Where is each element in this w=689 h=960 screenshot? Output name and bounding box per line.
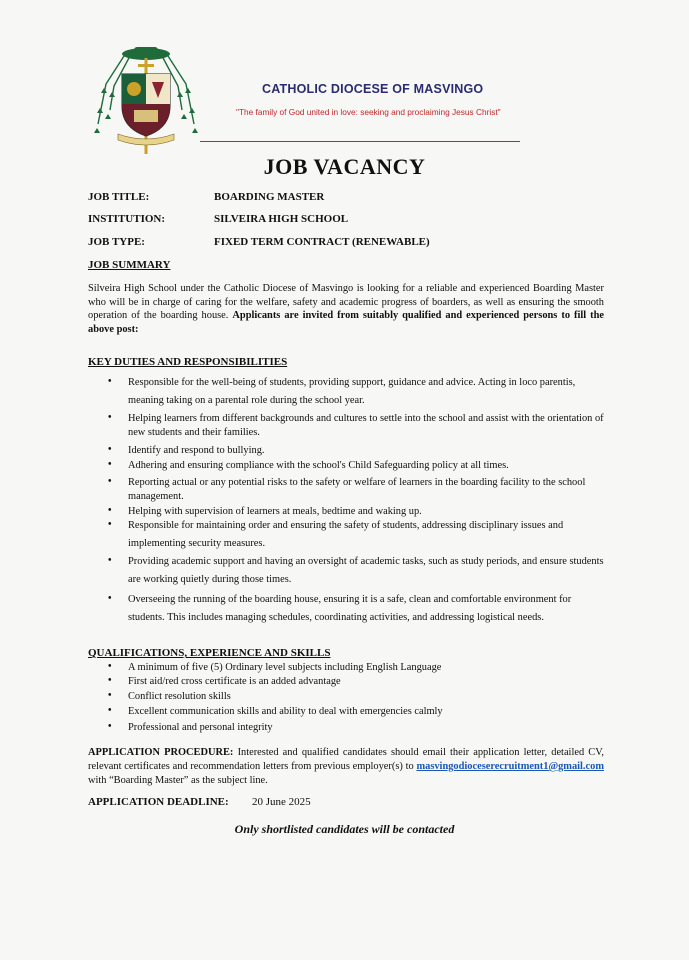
qualification-item: Professional and personal integrity xyxy=(128,722,273,733)
header-divider xyxy=(200,141,520,142)
page-title: JOB VACANCY xyxy=(263,154,426,179)
job-title-value: BOARDING MASTER xyxy=(214,191,325,203)
bullet-icon: • xyxy=(108,593,112,604)
qualification-item: A minimum of five (5) Ordinary level subjects including English Language xyxy=(128,662,442,673)
qualification-item: Conflict resolution skills xyxy=(128,691,231,702)
diocese-crest-icon xyxy=(94,44,198,156)
application-email-link[interactable]: masvingodioceserecruitment1@gmail.com xyxy=(416,760,604,772)
bullet-icon: • xyxy=(108,705,112,716)
job-type-label: JOB TYPE: xyxy=(88,236,145,248)
application-procedure xyxy=(88,746,604,787)
procedure-label: APPLICATION PROCEDURE: xyxy=(88,747,234,758)
bullet-icon: • xyxy=(108,675,112,686)
qualifications-heading: QUALIFICATIONS, EXPERIENCE AND SKILLS xyxy=(88,647,331,659)
bullet-icon: • xyxy=(108,376,112,387)
org-name: CATHOLIC DIOCESE OF MASVINGO xyxy=(262,82,484,96)
institution-label: INSTITUTION: xyxy=(88,213,166,225)
org-motto: "The family of God united in love: seeking and proclaiming Jesus Christ" xyxy=(236,107,501,117)
job-title-label: JOB TITLE: xyxy=(88,191,150,203)
duty-item: Providing academic support and having an oversight of academic tasks, such as study periods, and ensure students are working quietly during those times. xyxy=(128,556,604,585)
qualification-item: First aid/red cross certificate is an added advantage xyxy=(128,676,341,687)
duty-item: Helping learners from different backgrounds and cultures to settle into the school and assist with the orientation of new students and their families. xyxy=(128,413,604,438)
duty-item: Identify and respond to bullying. xyxy=(128,445,265,456)
bullet-icon: • xyxy=(108,555,112,566)
bullet-icon: • xyxy=(108,476,112,487)
bullet-icon: • xyxy=(108,690,112,701)
summary-body: Silveira High School under the Catholic Diocese of Masvingo is looking for a reliable and experienced Boarding Master who will be in charge of caring for the welfare, safety and academic progress of boarders, as well as ensuring the smooth operation of the boarding house. xyxy=(88,283,604,322)
bullet-icon: • xyxy=(108,661,112,672)
deadline-value: 20 June 2025 xyxy=(252,796,311,808)
duties-heading: KEY DUTIES AND RESPONSIBILITIES xyxy=(88,356,288,368)
institution-value: SILVEIRA HIGH SCHOOL xyxy=(214,213,349,225)
bullet-icon: • xyxy=(108,721,112,732)
footer-note: Only shortlisted candidates will be contacted xyxy=(234,822,455,836)
duty-item: Responsible for maintaining order and ensuring the safety of students, addressing disciplinary issues and implementing security measures. xyxy=(128,520,564,549)
job-type-value: FIXED TERM CONTRACT (RENEWABLE) xyxy=(214,236,430,248)
duty-item: Reporting actual or any potential risks to the safety or welfare of learners in the boarding facility to the school management. xyxy=(128,477,586,502)
bullet-icon: • xyxy=(108,444,112,455)
procedure-suffix: with “Boarding Master” as the subject line. xyxy=(88,774,268,786)
qualification-item: Excellent communication skills and ability to deal with emergencies calmly xyxy=(128,706,443,717)
summary-invitation: Applicants are invited from suitably qualified and experienced persons to fill the above post: xyxy=(88,310,604,335)
bullet-icon: • xyxy=(108,412,112,423)
deadline-label: APPLICATION DEADLINE: xyxy=(88,796,229,808)
bullet-icon: • xyxy=(108,519,112,530)
job-summary-heading: JOB SUMMARY xyxy=(88,259,171,271)
duty-item: Helping with supervision of learners at meals, bedtime and waking up. xyxy=(128,506,422,517)
duty-item: Overseeing the running of the boarding house, ensuring it is a safe, clean and comfortable environment for students. This includes managing schedules, coordinating activities, and addressing logistical needs. xyxy=(128,594,572,623)
duty-item: Adhering and ensuring compliance with the school's Child Safeguarding policy at all times. xyxy=(128,460,509,471)
job-summary-text xyxy=(88,282,604,336)
procedure-text: Interested and qualified candidates should email their application letter, detailed CV, relevant certificates and recommendation letters from previous employer(s) to xyxy=(88,747,604,772)
bullet-icon: • xyxy=(108,459,112,470)
duty-item: Responsible for the well-being of students, providing support, guidance and advice. Acting in loco parentis, meaning taking on a parental role during the school year. xyxy=(128,377,576,406)
bullet-icon: • xyxy=(108,505,112,516)
